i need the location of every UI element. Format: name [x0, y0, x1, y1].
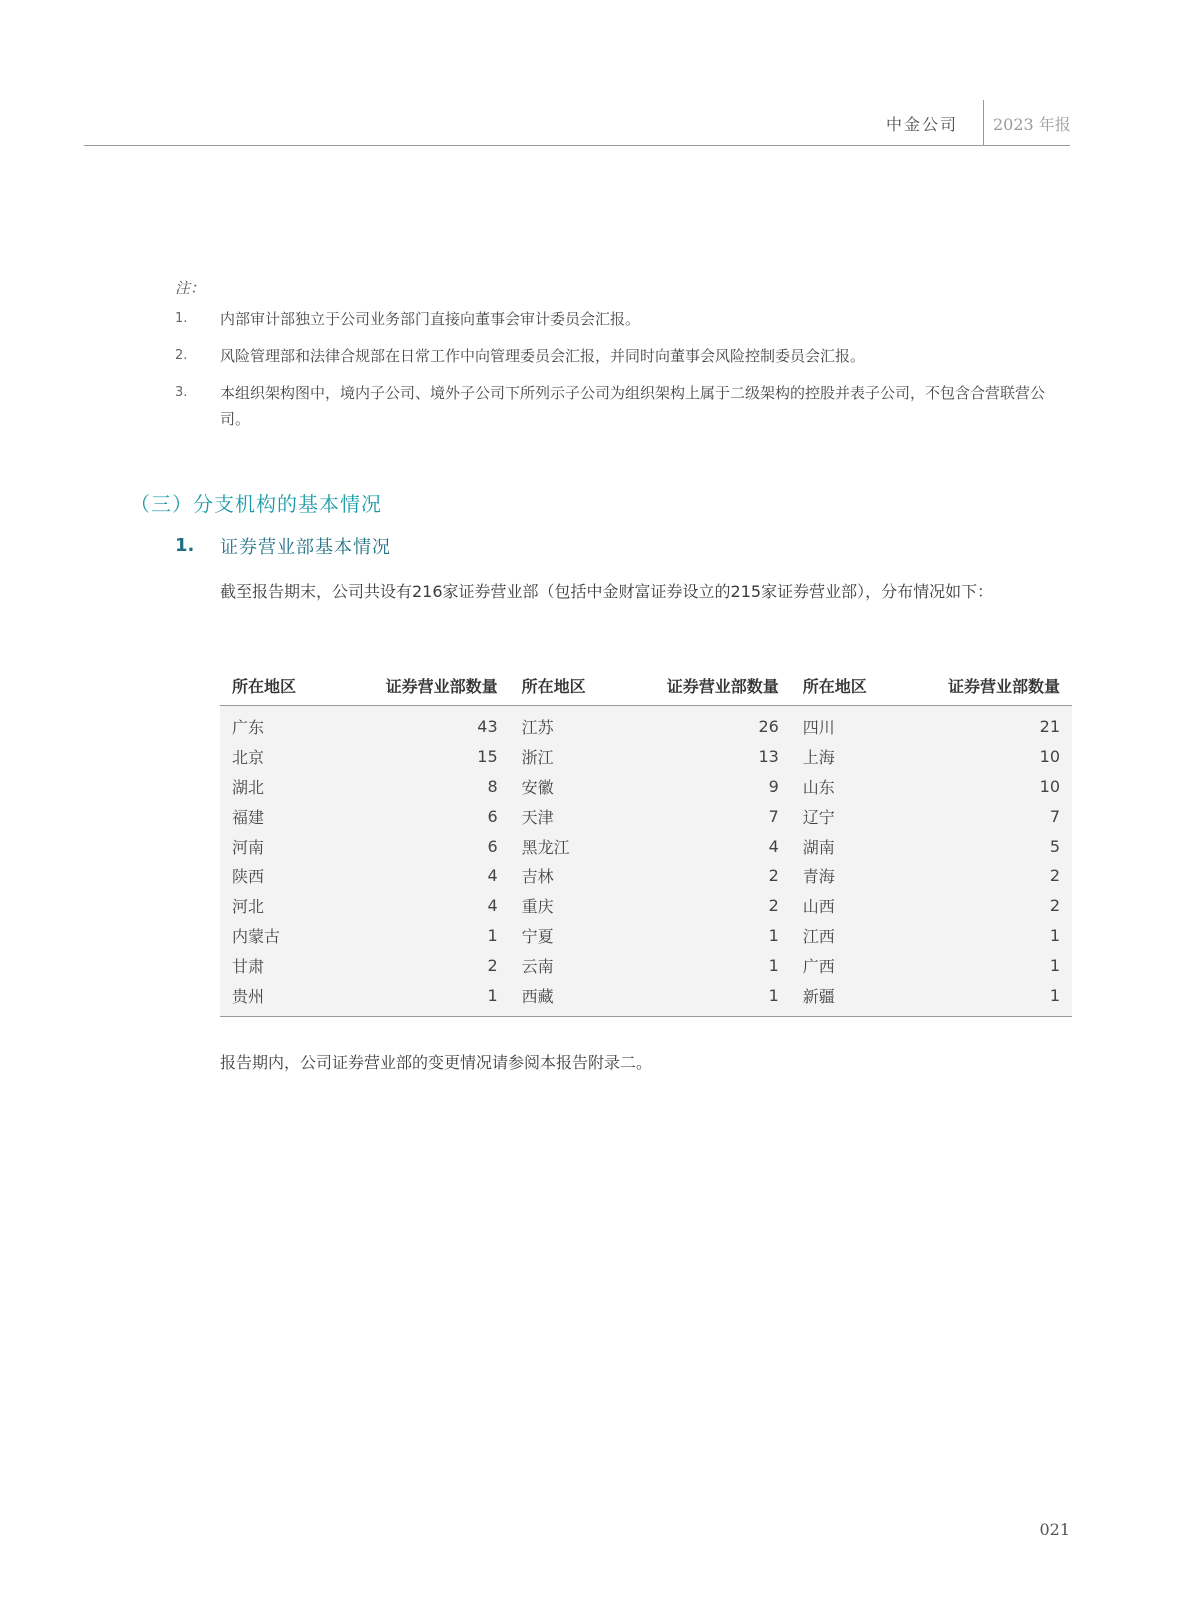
table-row	[220, 950, 1072, 980]
count-cell: 5	[910, 831, 1072, 861]
column-header-count: 证券营业部数量	[910, 665, 1072, 706]
table-row	[220, 921, 1072, 951]
region-cell: 陕西	[220, 861, 339, 891]
region-cell: 四川	[791, 706, 910, 742]
column-header-count: 证券营业部数量	[629, 665, 791, 706]
count-cell: 43	[339, 706, 509, 742]
count-cell: 1	[339, 980, 509, 1016]
region-cell: 新疆	[791, 980, 910, 1016]
column-header-region: 所在地区	[220, 665, 339, 706]
region-cell: 青海	[791, 861, 910, 891]
table-row	[220, 891, 1072, 921]
count-cell: 1	[910, 950, 1072, 980]
count-cell: 10	[910, 742, 1072, 772]
notes-heading: 注：	[175, 279, 206, 297]
table-body	[220, 706, 1072, 1017]
table-row	[220, 801, 1072, 831]
count-cell: 15	[339, 742, 509, 772]
region-cell: 广东	[220, 706, 339, 742]
count-cell: 1	[910, 980, 1072, 1016]
count-cell: 4	[339, 891, 509, 921]
page-number: 021	[1039, 1520, 1070, 1539]
region-cell: 西藏	[510, 980, 629, 1016]
region-cell: 福建	[220, 801, 339, 831]
column-header-count: 证券营业部数量	[339, 665, 509, 706]
region-cell: 江苏	[510, 706, 629, 742]
header-company-name: 中金公司	[885, 115, 958, 134]
region-cell: 河南	[220, 831, 339, 861]
region-cell: 内蒙古	[220, 921, 339, 951]
region-cell: 湖北	[220, 772, 339, 802]
region-cell: 安徽	[510, 772, 629, 802]
note-item	[175, 343, 1071, 369]
count-cell: 21	[910, 706, 1072, 742]
note-text: 本组织架构图中，境内子公司、境外子公司下所列示子公司为组织架构上属于二级架构的控股并表子公司，不包含合营联营公司。	[220, 384, 1046, 428]
count-cell: 4	[339, 861, 509, 891]
region-cell: 河北	[220, 891, 339, 921]
note-item	[175, 306, 1071, 332]
region-cell: 北京	[220, 742, 339, 772]
region-cell: 山东	[791, 772, 910, 802]
region-cell: 甘肃	[220, 950, 339, 980]
region-cell: 江西	[791, 921, 910, 951]
note-number: 1.	[175, 311, 188, 326]
table-row	[220, 772, 1072, 802]
count-cell: 7	[629, 801, 791, 831]
region-cell: 辽宁	[791, 801, 910, 831]
note-text: 风险管理部和法律合规部在日常工作中向管理委员会汇报，并同时向董事会风险控制委员会汇报。	[220, 347, 866, 365]
region-cell: 山西	[791, 891, 910, 921]
header-report-year: 2023 年报	[993, 115, 1071, 134]
count-cell: 2	[629, 891, 791, 921]
table-row	[220, 980, 1072, 1016]
table-row	[220, 706, 1072, 742]
subsection-title: 证券营业部基本情况	[220, 537, 391, 558]
note-number: 3.	[175, 385, 188, 400]
count-cell: 10	[910, 772, 1072, 802]
table-header-row	[220, 665, 1072, 706]
region-cell: 浙江	[510, 742, 629, 772]
region-cell: 重庆	[510, 891, 629, 921]
header-rule	[84, 145, 1070, 146]
count-cell: 6	[339, 831, 509, 861]
region-cell: 广西	[791, 950, 910, 980]
count-cell: 6	[339, 801, 509, 831]
count-cell: 2	[629, 861, 791, 891]
count-cell: 7	[910, 801, 1072, 831]
region-cell: 吉林	[510, 861, 629, 891]
count-cell: 2	[910, 861, 1072, 891]
table-row	[220, 742, 1072, 772]
region-cell: 湖南	[791, 831, 910, 861]
region-cell: 宁夏	[510, 921, 629, 951]
count-cell: 2	[339, 950, 509, 980]
count-cell: 4	[629, 831, 791, 861]
column-header-region: 所在地区	[791, 665, 910, 706]
header-divider	[983, 100, 984, 146]
subsection-number: 1.	[175, 535, 195, 556]
count-cell: 2	[910, 891, 1072, 921]
region-cell: 贵州	[220, 980, 339, 1016]
count-cell: 1	[339, 921, 509, 951]
table-row	[220, 831, 1072, 861]
count-cell: 13	[629, 742, 791, 772]
count-cell: 1	[629, 950, 791, 980]
table-row	[220, 861, 1072, 891]
note-item	[175, 380, 1071, 432]
note-number: 2.	[175, 348, 188, 363]
count-cell: 1	[629, 980, 791, 1016]
intro-paragraph: 截至报告期末，公司共设有216家证券营业部（包括中金财富证券设立的215家证券营业部），分布情况如下：	[220, 582, 994, 601]
section-title: （三）分支机构的基本情况	[130, 492, 382, 516]
region-cell: 黑龙江	[510, 831, 629, 861]
count-cell: 26	[629, 706, 791, 742]
region-cell: 天津	[510, 801, 629, 831]
region-cell: 云南	[510, 950, 629, 980]
count-cell: 1	[910, 921, 1072, 951]
region-cell: 上海	[791, 742, 910, 772]
branch-distribution-table	[220, 665, 1072, 1017]
count-cell: 8	[339, 772, 509, 802]
count-cell: 9	[629, 772, 791, 802]
footnote-paragraph: 报告期内，公司证券营业部的变更情况请参阅本报告附录二。	[220, 1053, 653, 1072]
note-text: 内部审计部独立于公司业务部门直接向董事会审计委员会汇报。	[220, 310, 641, 328]
column-header-region: 所在地区	[510, 665, 629, 706]
count-cell: 1	[629, 921, 791, 951]
